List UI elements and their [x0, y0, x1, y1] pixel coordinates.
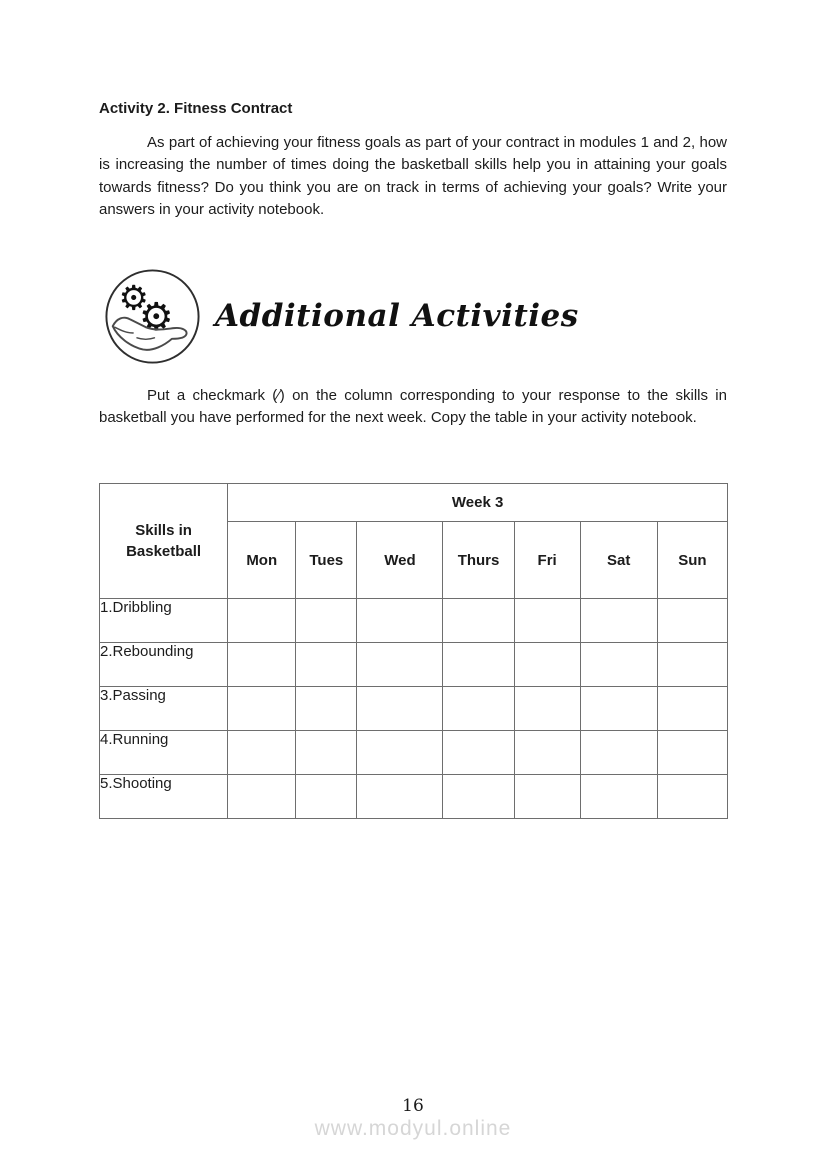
mark-cell: [357, 687, 443, 731]
skill-row: [100, 731, 728, 775]
skill-label: 4.Running: [100, 731, 228, 775]
watermark: www.modyul.online: [314, 1117, 512, 1140]
svg-text:⚙: ⚙: [118, 278, 149, 319]
mark-cell: [657, 731, 727, 775]
mark-cell: [514, 599, 580, 643]
mark-cell: [580, 687, 657, 731]
mark-cell: [443, 687, 514, 731]
day-header-mon: Mon: [228, 522, 296, 599]
mark-cell: [357, 731, 443, 775]
skill-label: 2.Rebounding: [100, 643, 228, 687]
mark-cell: [514, 775, 580, 819]
activity-heading: Activity 2. Fitness Contract: [99, 100, 293, 117]
mark-cell: [657, 775, 727, 819]
mark-cell: [657, 599, 727, 643]
page-number: 16: [402, 1096, 424, 1116]
mark-cell: [296, 599, 357, 643]
additional-activities-banner: [104, 268, 664, 366]
mark-cell: [357, 643, 443, 687]
mark-cell: [228, 731, 296, 775]
mark-cell: [228, 643, 296, 687]
mark-cell: [443, 775, 514, 819]
week-header: Week 3: [228, 484, 728, 522]
day-header-fri: Fri: [514, 522, 580, 599]
week-header-row: [100, 484, 728, 522]
skill-row: [100, 687, 728, 731]
mark-cell: [657, 643, 727, 687]
skills-week-table: [99, 483, 728, 819]
skills-column-header: Skills in Basketball: [100, 484, 228, 599]
mark-cell: [580, 643, 657, 687]
skill-label: 5.Shooting: [100, 775, 228, 819]
mark-cell: [357, 599, 443, 643]
day-header-sat: Sat: [580, 522, 657, 599]
mark-cell: [296, 643, 357, 687]
mark-cell: [296, 687, 357, 731]
skill-row: [100, 599, 728, 643]
instruction-paragraph: Put a checkmark (⁄) on the column corresponding to your response to the skills in basketball you have performed for the next week. Copy the table in your activity notebook.: [99, 387, 727, 427]
mark-cell: [296, 731, 357, 775]
svg-text:⚙: ⚙: [138, 295, 174, 341]
skill-label: 3.Passing: [100, 687, 228, 731]
day-header-tues: Tues: [296, 522, 357, 599]
mark-cell: [580, 775, 657, 819]
mark-cell: [443, 643, 514, 687]
mark-cell: [228, 599, 296, 643]
mark-cell: [228, 775, 296, 819]
mark-cell: [514, 643, 580, 687]
mark-cell: [580, 599, 657, 643]
mark-cell: [296, 775, 357, 819]
mark-cell: [228, 687, 296, 731]
skill-row: [100, 775, 728, 819]
day-header-sun: Sun: [657, 522, 727, 599]
mark-cell: [580, 731, 657, 775]
section-title: Additional Activities: [215, 298, 579, 334]
skill-row: [100, 643, 728, 687]
mark-cell: [443, 599, 514, 643]
activity-paragraph: As part of achieving your fitness goals as part of your contract in modules 1 and 2, how is increasing the number of times doing the basketball skills help you in attaining your goals towards fitness? Do you think you are on track in terms of achieving your goals? Write your answers in your activity notebook.: [99, 134, 727, 219]
mark-cell: [514, 731, 580, 775]
mark-cell: [443, 731, 514, 775]
skill-label: 1.Dribbling: [100, 599, 228, 643]
day-header-wed: Wed: [357, 522, 443, 599]
mark-cell: [657, 687, 727, 731]
mark-cell: [514, 687, 580, 731]
day-header-thurs: Thurs: [443, 522, 514, 599]
gears-in-hand-icon: [104, 268, 201, 365]
mark-cell: [357, 775, 443, 819]
